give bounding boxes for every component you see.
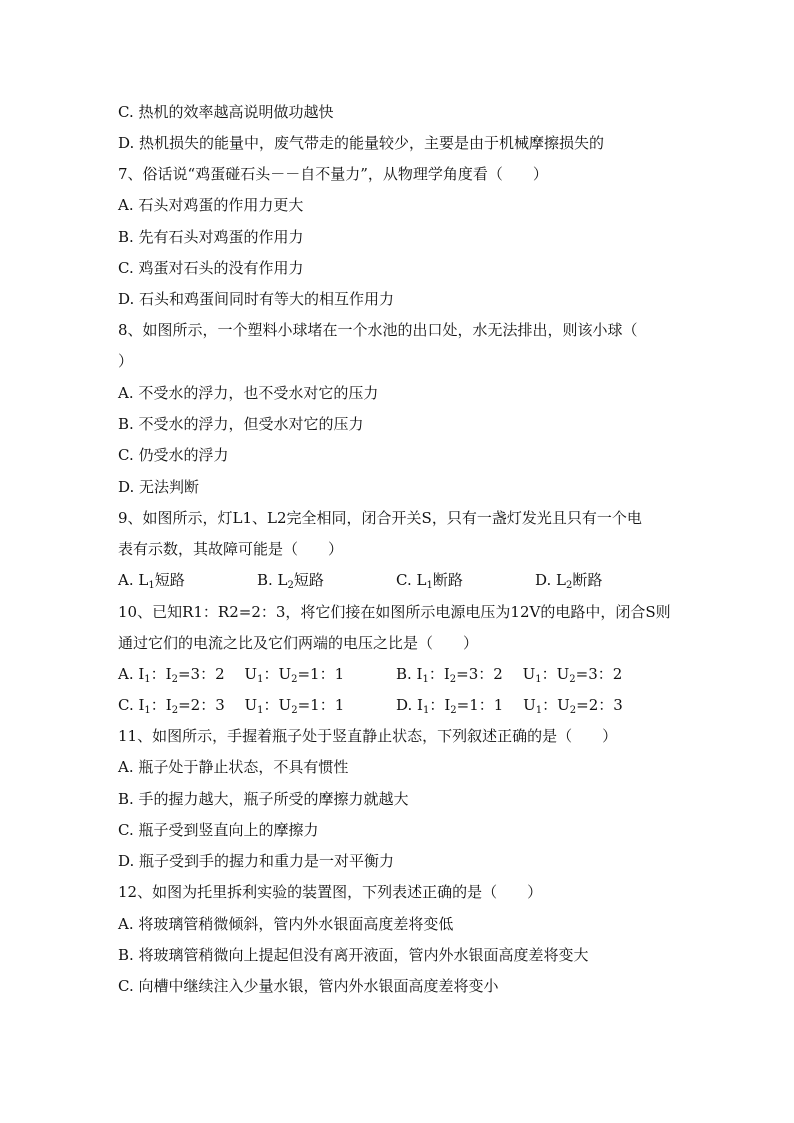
q12-option-c: C. 向槽中继续注入少量水银，管内外水银面高度差将变小 — [118, 977, 499, 995]
q11-option-a: A. 瓶子处于静止状态，不具有惯性 — [118, 758, 349, 776]
q6-option-c: C. 热机的效率越高说明做功越快 — [118, 103, 334, 121]
q12-option-b: B. 将玻璃管稍微向上提起但没有离开液面，管内外水银面高度差将变大 — [118, 946, 589, 964]
q10-option-c: C. $I_1$：$I_2=2$：3 $U_1$：$U_2=1$：1 — [118, 696, 345, 716]
q8-option-b: B. 不受水的浮力，但受水对它的压力 — [118, 415, 364, 433]
q10-option-d: D. $I_1$：$I_2=1$：1 $U_1$：$U_2=2$：3 — [396, 696, 623, 716]
q9-option-a: A. $L_1$短路 — [118, 571, 185, 591]
q6-option-d: D. 热机损失的能量中，废气带走的能量较少，主要是由于机械摩擦损失的 — [118, 134, 605, 152]
q8-option-d: D. 无法判断 — [118, 478, 200, 496]
q8-option-a: A. 不受水的浮力，也不受水对它的压力 — [118, 384, 379, 402]
q12-stem: 12、如图为托里拆利实验的装置图，下列表述正确的是（ ） — [118, 883, 543, 901]
q10-option-a: A. $I_1$：$I_2=3$：2 $U_1$：$U_2=1$：1 — [118, 665, 345, 685]
q7-option-b: B. 先有石头对鸡蛋的作用力 — [118, 228, 304, 246]
q12-option-a: A. 将玻璃管稍微倾斜，管内外水银面高度差将变低 — [118, 915, 454, 933]
q11-option-c: C. 瓶子受到竖直向上的摩擦力 — [118, 821, 319, 839]
q9-stem-cont: 表有示数，其故障可能是（ ） — [118, 540, 344, 558]
q7-option-d: D. 石头和鸡蛋间同时有等大的相互作用力 — [118, 290, 395, 308]
q9-stem: 9、如图所示，灯L1、L2完全相同，闭合开关S，只有一盏灯发光且只有一个电 — [118, 509, 642, 527]
q10-option-b: B. $I_1$：$I_2=3$：2 $U_1$：$U_2=3$：2 — [396, 665, 623, 685]
q10-stem-cont: 通过它们的电流之比及它们两端的电压之比是（ ） — [118, 634, 479, 652]
q8-stem: 8、如图所示，一个塑料小球堵在一个水池的出口处，水无法排出，则该小球（ — [118, 321, 638, 339]
q9-option-c: C. $L_1$断路 — [396, 571, 463, 591]
q8-option-c: C. 仍受水的浮力 — [118, 446, 229, 464]
q8-stem-cont: ） — [118, 352, 134, 370]
q7-option-a: A. 石头对鸡蛋的作用力更大 — [118, 196, 304, 214]
q7-option-c: C. 鸡蛋对石头的没有作用力 — [118, 259, 304, 277]
q9-option-d: D. $L_2$断路 — [535, 571, 603, 591]
q11-option-d: D. 瓶子受到手的握力和重力是一对平衡力 — [118, 852, 395, 870]
q9-option-b: B. $L_2$短路 — [257, 571, 324, 591]
q11-option-b: B. 手的握力越大，瓶子所受的摩擦力就越大 — [118, 790, 409, 808]
q10-stem: 10、已知R1：R2=2：3，将它们接在如图所示电源电压为12V的电路中，闭合S则 — [118, 603, 671, 621]
q7-stem: 7、俗话说“鸡蛋碰石头－－自不量力”，从物理学角度看（ ） — [118, 165, 548, 183]
q11-stem: 11、如图所示，手握着瓶子处于竖直静止状态，下列叙述正确的是（ ） — [118, 727, 618, 745]
